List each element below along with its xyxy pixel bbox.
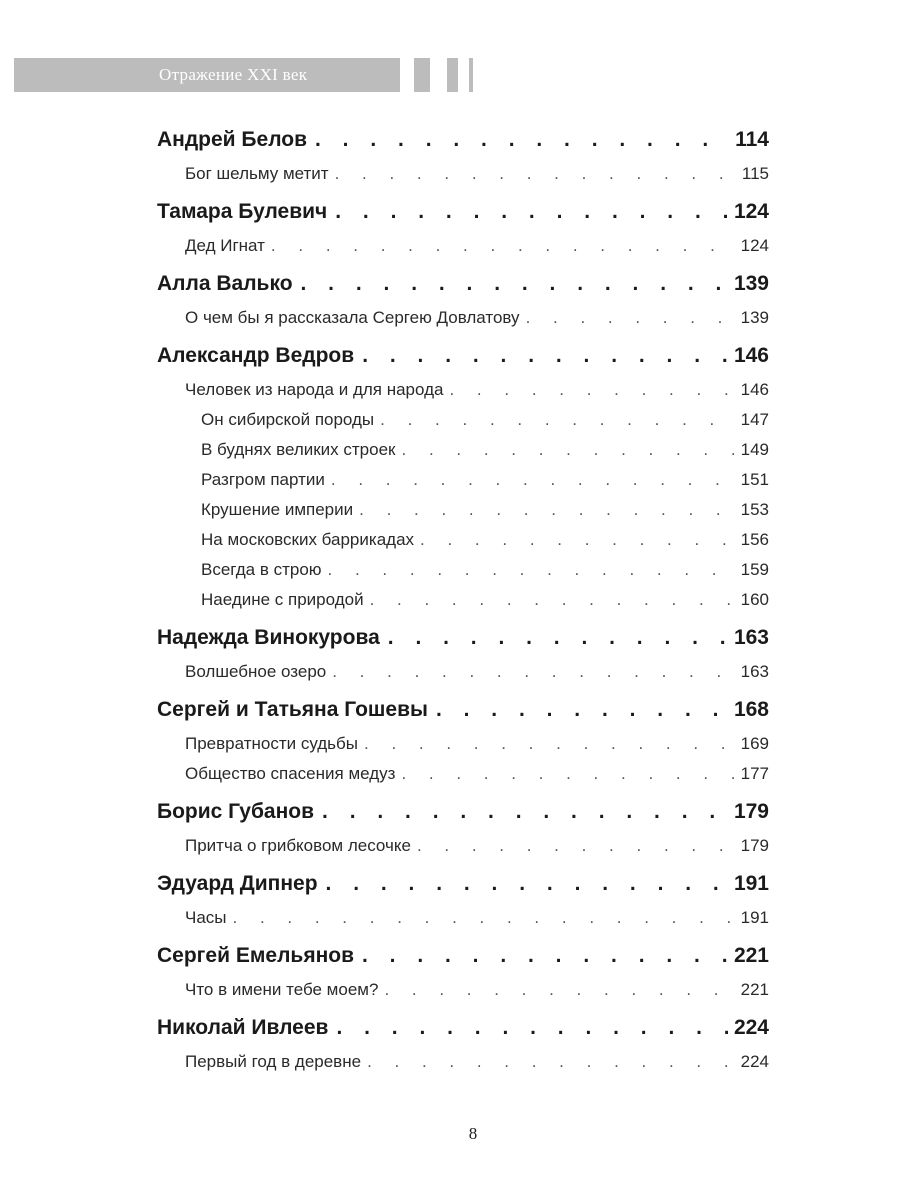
dot-leader bbox=[428, 698, 728, 722]
toc-work-entry bbox=[157, 164, 769, 194]
dot-leader bbox=[378, 980, 734, 1000]
toc-author-entry bbox=[157, 944, 769, 980]
toc-author-entry bbox=[157, 800, 769, 836]
toc-work-entry bbox=[157, 662, 769, 692]
toc-entry-page: 124 bbox=[740, 236, 769, 255]
page-number: 8 bbox=[468, 1124, 478, 1143]
toc-entry-title: Часы bbox=[185, 908, 227, 927]
toc-work-entry bbox=[157, 308, 769, 338]
toc-entry-page: 139 bbox=[740, 308, 769, 327]
toc-work-entry bbox=[157, 380, 769, 410]
toc-entry-page: 224 bbox=[740, 1052, 769, 1071]
dot-leader bbox=[361, 1052, 735, 1072]
toc-entry-title: Он сибирской породы bbox=[201, 410, 375, 429]
toc-work-entry bbox=[157, 836, 769, 866]
toc-entry-page: 191 bbox=[740, 908, 769, 927]
toc-entry-title: Сергей и Татьяна Гошевы bbox=[157, 698, 428, 721]
toc-entry-page: 149 bbox=[740, 440, 769, 459]
toc-entry-title: Николай Ивлеев bbox=[157, 1016, 329, 1039]
toc-entry-title: Борис Губанов bbox=[157, 800, 315, 823]
toc-entry-title: Алла Валько bbox=[157, 272, 293, 295]
dot-leader bbox=[265, 236, 735, 256]
toc-entry-title: О чем бы я рассказала Сергею Довлатову bbox=[185, 308, 520, 327]
toc-entry-page: 163 bbox=[740, 662, 769, 681]
table-of-contents bbox=[157, 128, 769, 1082]
toc-author-entry bbox=[157, 1016, 769, 1052]
toc-sub-entry bbox=[157, 500, 769, 530]
toc-entry-page: 146 bbox=[733, 344, 769, 367]
dot-leader bbox=[443, 380, 734, 400]
toc-entry-title: Надежда Винокурова bbox=[157, 626, 380, 649]
toc-entry-page: 169 bbox=[740, 734, 769, 753]
toc-entry-page: 224 bbox=[733, 1016, 769, 1039]
toc-entry-page: 163 bbox=[733, 626, 769, 649]
toc-sub-entry bbox=[157, 590, 769, 620]
dot-leader bbox=[354, 944, 728, 968]
toc-author-entry bbox=[157, 128, 769, 164]
toc-entry-title: Человек из народа и для народа bbox=[185, 380, 444, 399]
toc-entry-page: 114 bbox=[735, 128, 769, 151]
toc-entry-page: 124 bbox=[733, 200, 769, 223]
toc-entry-title: Общество спасения медуз bbox=[185, 764, 396, 783]
toc-sub-entry bbox=[157, 560, 769, 590]
toc-entry-title: Эдуард Дипнер bbox=[157, 872, 318, 895]
toc-entry-title: Волшебное озеро bbox=[185, 662, 327, 681]
header-decor-bar bbox=[447, 58, 458, 92]
toc-sub-entry bbox=[157, 530, 769, 560]
toc-work-entry bbox=[157, 734, 769, 764]
toc-entry-page: 160 bbox=[740, 590, 769, 609]
toc-work-entry bbox=[157, 236, 769, 266]
toc-entry-page: 153 bbox=[740, 500, 769, 519]
dot-leader bbox=[414, 530, 735, 550]
toc-entry-page: 168 bbox=[733, 698, 769, 721]
toc-entry-title: Первый год в деревне bbox=[185, 1052, 362, 1071]
dot-leader bbox=[314, 800, 728, 824]
toc-author-entry bbox=[157, 344, 769, 380]
toc-work-entry bbox=[157, 980, 769, 1010]
dot-leader bbox=[325, 470, 735, 490]
toc-entry-title: Разгром партии bbox=[201, 470, 325, 489]
dot-leader bbox=[307, 128, 729, 152]
dot-leader bbox=[327, 200, 728, 224]
toc-entry-title: Притча о грибковом лесочке bbox=[185, 836, 411, 855]
toc-entry-page: 146 bbox=[740, 380, 769, 399]
toc-entry-title: Крушение империи bbox=[201, 500, 354, 519]
dot-leader bbox=[380, 626, 728, 650]
dot-leader bbox=[353, 500, 735, 520]
header-decor-bar bbox=[469, 58, 473, 92]
toc-entry-title: Тамара Булевич bbox=[157, 200, 328, 223]
toc-sub-entry bbox=[157, 470, 769, 500]
toc-entry-title: На московских баррикадах bbox=[201, 530, 415, 549]
dot-leader bbox=[354, 344, 728, 368]
toc-entry-page: 179 bbox=[733, 800, 769, 823]
header-decor-bar bbox=[414, 58, 430, 92]
dot-leader bbox=[396, 440, 735, 460]
dot-leader bbox=[358, 734, 735, 754]
toc-entry-page: 177 bbox=[740, 764, 769, 783]
dot-leader bbox=[322, 560, 735, 580]
toc-entry-page: 139 bbox=[733, 272, 769, 295]
toc-entry-page: 156 bbox=[740, 530, 769, 549]
dot-leader bbox=[227, 908, 735, 928]
running-header-title: Отражение XXI век bbox=[159, 65, 308, 84]
toc-entry-title: Наедине с природой bbox=[201, 590, 364, 609]
toc-entry-page: 159 bbox=[740, 560, 769, 579]
dot-leader bbox=[328, 1016, 728, 1040]
toc-entry-page: 179 bbox=[740, 836, 769, 855]
toc-entry-title: Превратности судьбы bbox=[185, 734, 358, 753]
toc-entry-title: Что в имени тебе моем? bbox=[185, 980, 379, 999]
toc-entry-page: 221 bbox=[740, 980, 769, 999]
toc-entry-page: 221 bbox=[733, 944, 769, 967]
toc-author-entry bbox=[157, 698, 769, 734]
dot-leader bbox=[364, 590, 735, 610]
toc-entry-page: 115 bbox=[741, 164, 769, 183]
toc-work-entry bbox=[157, 908, 769, 938]
dot-leader bbox=[329, 164, 736, 184]
toc-work-entry bbox=[157, 764, 769, 794]
dot-leader bbox=[395, 764, 734, 784]
toc-sub-entry bbox=[157, 410, 769, 440]
toc-entry-title: Александр Ведров bbox=[157, 344, 355, 367]
toc-entry-title: Дед Игнат bbox=[185, 236, 265, 255]
dot-leader bbox=[318, 872, 728, 896]
dot-leader bbox=[411, 836, 735, 856]
toc-entry-title: Андрей Белов bbox=[157, 128, 308, 151]
toc-entry-page: 147 bbox=[740, 410, 769, 429]
toc-entry-title: Бог шельму метит bbox=[185, 164, 329, 183]
toc-work-entry bbox=[157, 1052, 769, 1082]
toc-entry-title: В буднях великих строек bbox=[201, 440, 396, 459]
toc-author-entry bbox=[157, 872, 769, 908]
toc-author-entry bbox=[157, 272, 769, 308]
toc-sub-entry bbox=[157, 440, 769, 470]
dot-leader bbox=[293, 272, 728, 296]
dot-leader bbox=[374, 410, 734, 430]
toc-entry-page: 191 bbox=[733, 872, 769, 895]
toc-entry-page: 151 bbox=[740, 470, 769, 489]
toc-entry-title: Всегда в строю bbox=[201, 560, 322, 579]
running-header bbox=[14, 58, 400, 92]
dot-leader bbox=[326, 662, 734, 682]
toc-entry-title: Сергей Емельянов bbox=[157, 944, 354, 967]
toc-author-entry bbox=[157, 626, 769, 662]
dot-leader bbox=[520, 308, 735, 328]
toc-author-entry bbox=[157, 200, 769, 236]
